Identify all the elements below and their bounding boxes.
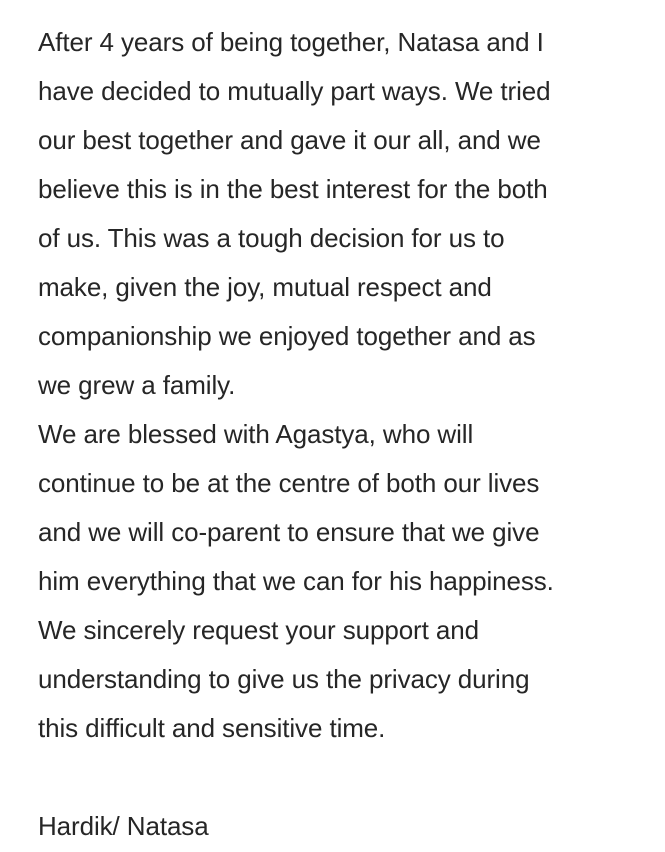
statement-line: this difficult and sensitive time. [38, 713, 386, 743]
statement-line: our best together and gave it our all, and we [38, 125, 541, 155]
statement-note [38, 18, 658, 851]
statement-line: have decided to mutually part ways. We tried [38, 76, 551, 106]
paragraph-gap [38, 753, 658, 802]
statement-line: continue to be at the centre of both our lives [38, 468, 540, 498]
statement-line: believe this is in the best interest for the both [38, 174, 548, 204]
signature: Hardik/ Natasa [38, 811, 209, 841]
statement-line: After 4 years of being together, Natasa and I [38, 27, 544, 57]
statement-line: him everything that we can for his happiness. [38, 566, 554, 596]
statement-line: we grew a family. [38, 370, 236, 400]
statement-line: understanding to give us the privacy during [38, 664, 530, 694]
statement-line: companionship we enjoyed together and as [38, 321, 536, 351]
statement-line: make, given the joy, mutual respect and [38, 272, 492, 302]
statement-line: We sincerely request your support and [38, 615, 479, 645]
statement-line: We are blessed with Agastya, who will [38, 419, 474, 449]
statement-line: of us. This was a tough decision for us to [38, 223, 505, 253]
statement-line: and we will co-parent to ensure that we give [38, 517, 540, 547]
